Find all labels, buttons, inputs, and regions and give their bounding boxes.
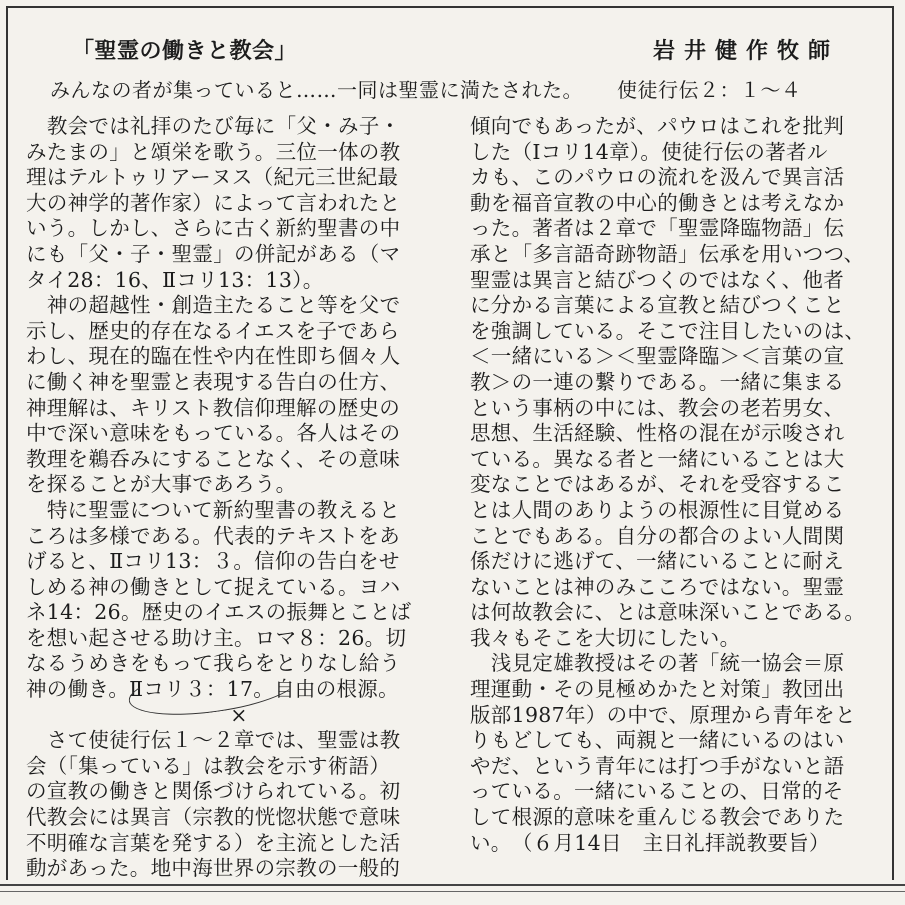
text-line: わし、現在的臨在性や内在性即ち個々人: [26, 344, 401, 369]
text-line: 神の超越性・創造主たること等を父で: [46, 293, 401, 318]
text-line: して根源的意味を重んじる教会でありた: [470, 805, 845, 830]
text-line: 動があった。地中海世界の宗教の一般的: [26, 856, 401, 881]
right-column: [470, 114, 878, 856]
left-column: [26, 114, 452, 882]
text-line: を強調している。そこで注目したいのは、: [470, 318, 866, 343]
text-line: 示し、歴史的存在なるイエスを子であら: [26, 318, 400, 343]
text-line: いう。しかし、さらに古く新約聖書の中: [26, 216, 401, 241]
text-line: 承と「多言語奇跡物語」伝承を用いつつ、: [470, 241, 865, 266]
text-line: みたまの」と頌栄を歌う。三位一体の教: [26, 139, 401, 164]
text-line: 神理解は、キリスト教信仰理解の歴史の: [26, 395, 400, 420]
text-line: を探ることが大事であろう。: [26, 472, 297, 497]
epigraph: [50, 74, 802, 103]
text-line: 傾向でもあったが、パウロはこれを批判: [470, 114, 845, 138]
bottom-rule-thin: [0, 891, 905, 892]
text-line: とは人間のありようの根源性に目覚める: [470, 497, 845, 522]
text-line: 理はテルトゥリアーヌス（紀元三世紀最: [26, 165, 399, 190]
text-line: 神の働き。Ⅱコリ３：17。自由の根源。: [26, 677, 399, 702]
text-line: を想い起させる助け主。ロマ８：26。切: [26, 625, 407, 650]
text-line: という事柄の中には、教会の老若男女、: [470, 395, 845, 420]
article-title: 「聖霊の働きと教会」: [72, 38, 298, 64]
text-line: 教会では礼拝のたび毎に「父・み子・: [46, 114, 401, 138]
text-line: に働く神を聖霊と表現する告白の仕方、: [26, 369, 401, 394]
text-line: 中で深い意味をもっている。各人はその: [26, 421, 401, 446]
text-line: した（Ⅰコリ14章）。使徒行伝の著者ル: [470, 139, 828, 164]
text-line: 不明確な言葉を発する）を主流とした活: [26, 830, 401, 855]
text-line: ことでもある。自分の都合のよい人間関: [470, 523, 845, 548]
text-line: は何故教会に、とは意味深いことである。: [470, 600, 866, 625]
text-line: 聖霊は異言と結びつくのではなく、他者: [470, 267, 844, 292]
text-line: 変なことではあるが、それを受容するこ: [470, 472, 845, 497]
text-line: しめる神の働きとして捉えている。ヨハ: [26, 574, 401, 599]
text-line: にも「父・子・聖霊」の併記がある（マ: [26, 241, 401, 266]
text-line: カも、このパウロの流れを汲んで異言活: [470, 165, 845, 190]
text-line: 浅見定雄教授はその著「統一協会＝原: [490, 651, 845, 676]
text-line: やだ、という青年には打つ手がないと語: [470, 753, 845, 778]
text-line: 係だけに逃げて、一緒にいることに耐え: [470, 549, 844, 574]
text-line: ころは多様である。代表的テキストをあ: [26, 523, 400, 548]
text-line: 版部1987年）の中で、原理から青年をと: [470, 702, 856, 727]
text-line: ネ14：26。歴史のイエスの振舞とことば: [26, 600, 412, 625]
article-author: 岩井健作牧師: [652, 38, 839, 64]
bottom-rule: [0, 884, 905, 886]
text-line: 特に聖霊について新約聖書の教えると: [46, 497, 401, 522]
text-line: りもどしても、両親と一緒にいるのはい: [470, 728, 845, 753]
text-line: タイ28：16、Ⅱコリ13：13）。: [26, 267, 324, 292]
text-line: い。 （６月14日 主日礼拝説教要旨）: [470, 830, 830, 855]
text-line: 思想、生活経験、性格の混在が示唆され: [470, 421, 845, 446]
text-line: 我々もそこを大切にしたい。: [470, 625, 741, 650]
text-line: なるうめきをもって我らをとりなし給う: [26, 651, 401, 676]
text-line: ないことは神のみこころではない。聖霊: [470, 574, 845, 599]
text-line: げると、Ⅱコリ13：３。信仰の告白をせ: [26, 549, 400, 574]
epigraph-citation: 使徒行伝２：１〜４: [617, 78, 802, 102]
text-line: った。著者は２章で「聖霊降臨物語」伝: [470, 216, 845, 241]
text-line: ＜一緒にいる＞＜聖霊降臨＞＜言葉の宣: [470, 344, 845, 369]
text-line: 会（「集っている」は教会を示す術語）: [26, 753, 391, 778]
text-line: 教理を鵜呑みにすることなく、その意味: [26, 446, 400, 471]
text-line: 動を福音宣教の中心的働きとは考えなか: [470, 190, 845, 215]
text-line: に分かる言葉による宣教と結びつくこと: [470, 293, 845, 318]
text-line: 教＞の一連の繋りである。一緒に集まる: [470, 369, 845, 394]
text-line: ている。異なる者と一緒にいることは大: [470, 446, 845, 471]
epigraph-text: みんなの者が集っていると……一同は聖霊に満たされた。: [50, 78, 583, 102]
section-separator: ×: [230, 702, 248, 727]
text-line: っている。一緒にいることの、日常的そ: [470, 779, 844, 804]
text-line: 大の神学的著作家）によって言われたと: [26, 190, 401, 215]
text-line: の宣教の働きと関係づけられている。初: [26, 779, 401, 804]
text-line: さて使徒行伝１〜２章では、聖霊は教: [46, 728, 401, 753]
text-line: 代教会には異言（宗教的恍惚状態で意味: [26, 805, 401, 830]
text-line: 理運動・その見極めかたと対策」教団出: [470, 677, 845, 702]
